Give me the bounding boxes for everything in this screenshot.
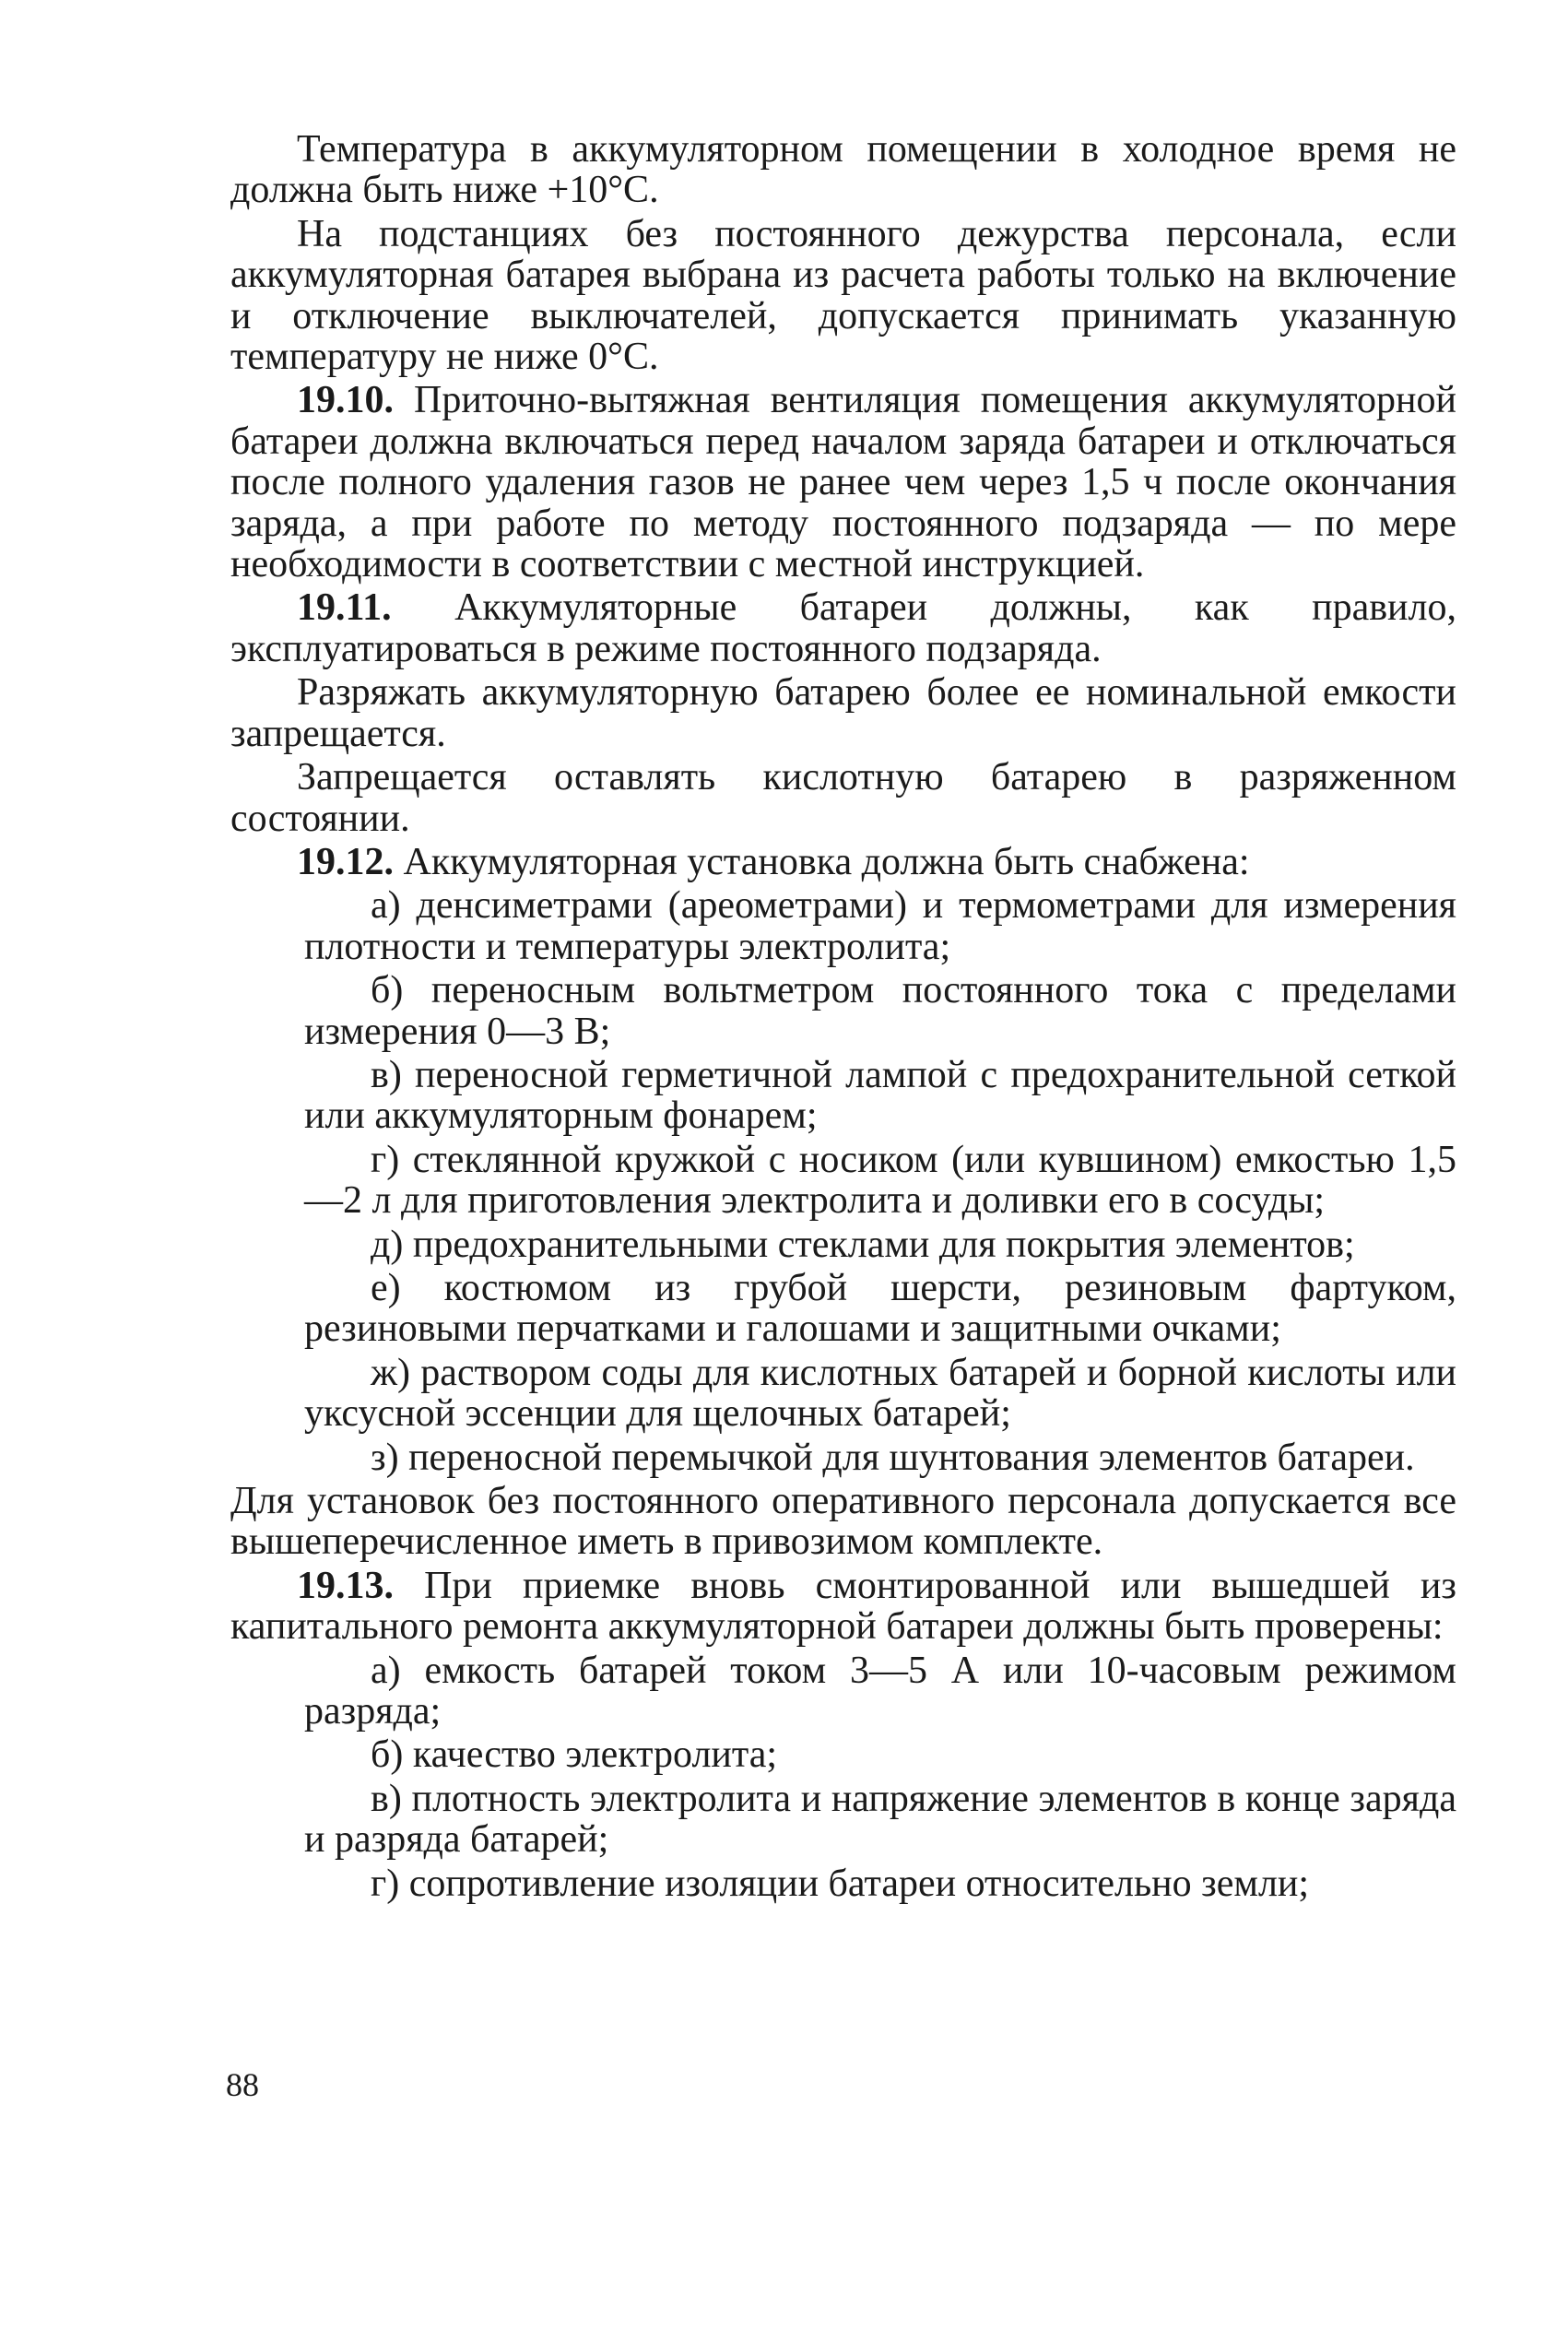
paragraph-prohibition bbox=[230, 757, 1456, 839]
paragraph-text: На подстанциях без постоянного дежурства персонала, если аккумуляторная батарея выбрана из расчета работы только на включение и отключение выключателей, допускается принимать указанную температуру не ниже 0°С. bbox=[230, 212, 1456, 379]
clause-text: Аккумуляторная установка должна быть снабжена: bbox=[394, 840, 1250, 883]
list-19-13 bbox=[230, 1650, 1456, 1904]
list-item: в) переносной герметичной лампой с предохранительной сеткой или аккумуляторным фонарем; bbox=[304, 1053, 1456, 1138]
list-item: а) денсиметрами (ареометрами) и термометрами для измерения плотности и температуры электролита; bbox=[304, 884, 1456, 968]
list-item: д) предохранительными стеклами для покрытия элементов; bbox=[371, 1223, 1355, 1266]
list-item: г) стеклянной кружкой с носиком (или кувшином) емкостью 1,5—2 л для приготовления электролита и доливки его в сосуды; bbox=[304, 1138, 1456, 1223]
clause-number: 19.10. bbox=[297, 379, 394, 422]
clause-text: Приточно-вытяжная вентиляция помещения аккумуляторной батареи должна включаться перед началом заряда батареи и отключаться после полного удаления газов не ранее чем через 1,5 ч после окончания заряда, а при работе по методу постоянного подзаряда — по мере необходимости в соответствии с местной инструкцией. bbox=[230, 379, 1456, 586]
clause-number: 19.13. bbox=[297, 1564, 394, 1607]
clause-19-12 bbox=[230, 842, 1456, 882]
list-19-12 bbox=[230, 885, 1456, 1478]
paragraph-text: Разряжать аккумуляторную батарею более ее номинальной емкости запрещается. bbox=[230, 671, 1456, 755]
list-item: ж) раствором соды для кислотных батарей и борной кислоты или уксусной эссенции для щелочных батарей; bbox=[304, 1351, 1456, 1436]
list-item: в) плотность электролита и напряжение элементов в конце заряда и разряда батарей; bbox=[304, 1777, 1456, 1862]
paragraph-temperature bbox=[230, 129, 1456, 211]
clause-19-11 bbox=[230, 587, 1456, 669]
list-item: е) костюмом из грубой шерсти, резиновым фартуком, резиновыми перчатками и галошами и защитными очками; bbox=[304, 1266, 1456, 1351]
clause-text: При приемке вновь смонтированной или вышедшей из капитального ремонта аккумуляторной батареи должны быть проверены: bbox=[230, 1564, 1456, 1649]
clause-number: 19.12. bbox=[297, 840, 394, 883]
clause-19-10 bbox=[230, 380, 1456, 585]
paragraph-text: Запрещается оставлять кислотную батарею в разряженном состоянии. bbox=[230, 756, 1456, 840]
document-page bbox=[230, 129, 1456, 1907]
clause-19-13 bbox=[230, 1566, 1456, 1648]
paragraph-substations bbox=[230, 214, 1456, 378]
paragraph-text: Температура в аккумуляторном помещении в холодное время не должна быть ниже +10°С. bbox=[230, 128, 1456, 212]
list-item: а) емкость батарей током 3—5 А или 10-часовым режимом разряда; bbox=[304, 1649, 1456, 1733]
list-item: б) качество электролита; bbox=[371, 1733, 778, 1777]
clause-text: Аккумуляторные батареи должны, как правило, эксплуатироваться в режиме постоянного подзаряда. bbox=[230, 586, 1456, 670]
list-item: з) переносной перемычкой для шунтования элементов батареи. bbox=[371, 1436, 1415, 1479]
clause-number: 19.11. bbox=[297, 586, 392, 630]
paragraph-discharge bbox=[230, 672, 1456, 754]
paragraph-remote-installations: Для установок без постоянного оперативного персонала допускается все вышеперечисленное иметь в привозимом комплекте. bbox=[230, 1480, 1456, 1564]
list-item: г) сопротивление изоляции батареи относительно земли; bbox=[371, 1862, 1310, 1905]
list-item: б) переносным вольтметром постоянного тока с пределами измерения 0—3 В; bbox=[304, 969, 1456, 1053]
page-number: 88 bbox=[226, 2066, 259, 2103]
